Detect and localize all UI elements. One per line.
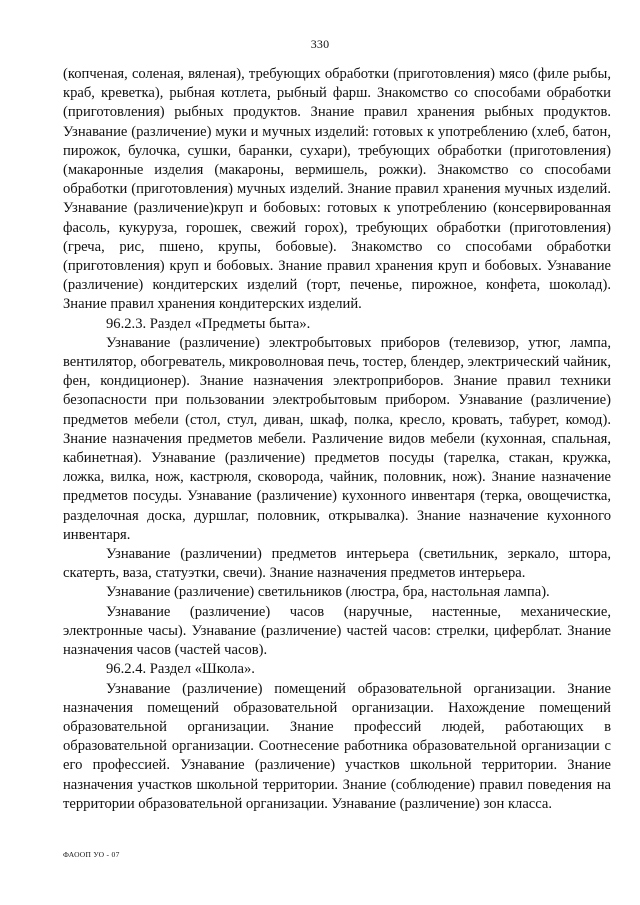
body-text [63, 65, 611, 814]
section-heading-household-items: 96.2.3. Раздел «Предметы быта». [106, 315, 311, 332]
page-number: 330 [310, 37, 330, 51]
paragraph-lamps: Узнавание (различение) светильников (люстра, бра, настольная лампа). [106, 584, 550, 601]
paragraph-school: Узнавание (различение) помещений образовательной организации. Знание назначения помещений образовательной организации. Нахождение помещений образовательной организации. Знание профессий людей, работающих в образовательной организации. Соотнесение работника образовательной организации с его профессией. Узнавание (различение) участков школьной территории. Знание назначения участков школьной территории. Знание (соблюдение) правил поведения на территории образовательной организации. Узнавание (различение) зон класса. [63, 680, 611, 812]
section-heading-school: 96.2.4. Раздел «Школа». [106, 661, 255, 678]
footer-code: ФАООП УО - 07 [63, 850, 120, 859]
paragraph-household-items: Узнавание (различение) электробытовых приборов (телевизор, утюг, лампа, вентилятор, обогреватель, микроволновая печь, тостер, блендер, электрический чайник, фен, кондиционер). Знание назначения электроприборов. Знание правил техники безопасности при пользовании электробытовым прибором. Узнавание (различение) предметов мебели (стол, стул, диван, шкаф, полка, кресло, кровать, табурет, комод). Знание назначения предметов мебели. Различение видов мебели (кухонная, спальная, кабинетная). Узнавание (различение) предметов посуды (тарелка, стакан, кружка, ложка, вилка, нож, кастрюля, сковорода, чайник, половник, нож). Знание назначение предметов посуды. Узнавание (различение) кухонного инвентаря (терка, овощечистка, разделочная доска, дуршлаг, половник, открывалка). Знание назначение кухонного инвентаря. [63, 334, 612, 543]
paragraph-clocks: Узнавание (различение) часов (наручные, настенные, механические, электронные часы). Узнавание (различение) частей часов: стрелки, циферблат. Знание назначения часов (частей часов). [63, 603, 611, 659]
paragraph-food-products: (копченая, соленая, вяленая), требующих обработки (приготовления) мясо (филе рыбы, краб, креветка), рыбная котлета, рыбный фарш. Знакомство со способами обработки (приготовления) рыбных продуктов. Знание правил хранения рыбных продуктов. Узнавание (различение) муки и мучных изделий: готовых к употреблению (хлеб, батон, пирожок, булочка, сушки, баранки, сухари), требующих обработки (приготовления) (макаронные изделия (макароны, вермишель, рожки). Знакомство со способами обработки (приготовления) мучных изделий. Знание правил хранения мучных изделий. Узнавание (различение)круп и бобовых: готовых к употреблению (консервированная фасоль, кукуруза, горошек, свежий горох), требующих обработки (приготовления) (греча, рис, пшено, крупы, бобовые). Знакомство со способами обработки (приготовления) круп и бобовых. Знание правил хранения круп и бобовых. Узнавание (различение) кондитерских изделий (торт, печенье, пирожное, конфета, шоколад). Знание правил хранения кондитерских изделий. [63, 66, 611, 313]
paragraph-interior-items: Узнавание (различении) предметов интерьера (светильник, зеркало, штора, скатерть, ваза, статуэтки, свечи). Знание назначения предметов интерьера. [63, 546, 611, 582]
